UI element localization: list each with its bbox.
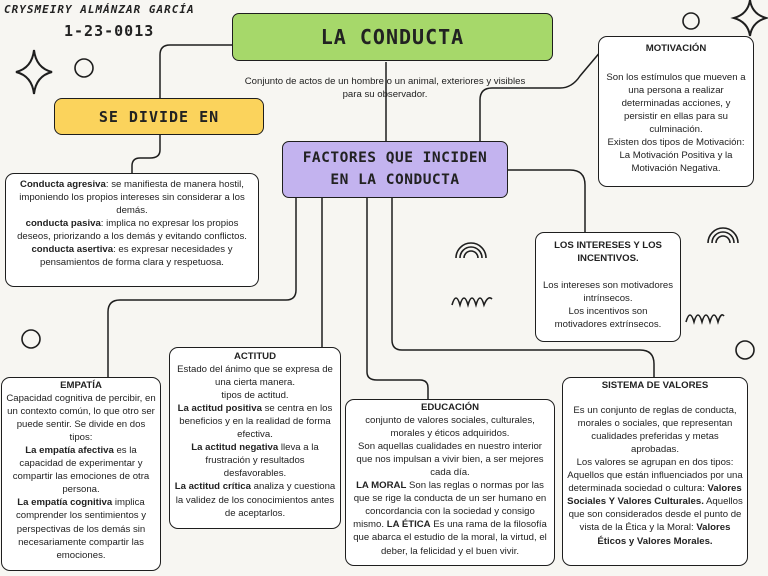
author-id: 1-23-0013 bbox=[64, 22, 155, 40]
intereses-text2: Los incentivos son motivadores extrínsecos. bbox=[554, 306, 662, 331]
circle-doodle bbox=[22, 330, 40, 348]
empatia-cognitiva-desc: implica comprender los sentimientos y perspectivas de los demás sin necesariamente compartir las emociones. bbox=[15, 497, 147, 561]
valores-text1: Es un conjunto de reglas de conducta, morales o sociales, que representan cualidades preferidas y metas aprobadas. bbox=[573, 405, 737, 456]
actitud-text: Estado del ánimo que se expresa de una cierta manera. bbox=[177, 364, 333, 389]
motivacion-title: MOTIVACIÓN bbox=[645, 43, 707, 54]
empatia-afectiva-desc: es la capacidad de experimentar y compartir las emociones de otra persona. bbox=[12, 445, 150, 496]
valores-text3: Aquellos que son considerados desde el punto de vista de la Ética y la Moral: bbox=[568, 496, 743, 534]
asertiva-desc: : es expresar necesidades y pensamientos de forma clara y respetuosa. bbox=[40, 244, 233, 269]
educacion-box bbox=[345, 399, 555, 566]
author-name: CRYSMEIRY ALMÁNZAR GARCÍA bbox=[4, 3, 195, 16]
educacion-title: EDUCACIÓN bbox=[420, 402, 480, 413]
educacion-text2: Son aquellas cualidades en nuestro interior que nos impulsan a vivir bien, a ser mejores cada día. bbox=[356, 441, 544, 479]
pasiva-desc: : implica no expresar los propios deseos, priorizando a los demás y evitando conflictos. bbox=[17, 218, 247, 243]
empatia-title: EMPATÍA bbox=[60, 380, 102, 391]
agresiva-title: Conducta agresiva bbox=[20, 179, 106, 190]
motivacion-text1: Son los estímulos que mueven a una persona a realizar determinadas acciones, y persistir en ellas para su culminación. bbox=[606, 72, 746, 136]
agresiva-desc: : se manifiesta de manera hostil, imponiendo los propios intereses sin considerar a los demás. bbox=[19, 179, 245, 217]
moral-title: LA MORAL bbox=[356, 480, 407, 492]
moral-desc: Son las reglas o normas por las que se rige la conducta de un ser humano en concordancia con la sociedad y consigo mismo. bbox=[353, 480, 547, 531]
actitud-negativa-desc: lleva a la frustración y resultados desfavorables. bbox=[205, 442, 319, 480]
motivacion-box bbox=[598, 36, 754, 187]
center-box bbox=[282, 141, 508, 198]
circle-doodle bbox=[683, 13, 699, 29]
empatia-cognitiva-title: La empatía cognitiva bbox=[17, 497, 113, 509]
actitud-box bbox=[169, 347, 341, 529]
intereses-text1: Los intereses son motivadores intrínsecos. bbox=[542, 280, 674, 305]
title-box bbox=[232, 13, 553, 61]
actitud-positiva-desc: se centra en los beneficios y en la realidad de forma efectiva. bbox=[179, 403, 333, 441]
etica-title: LA ÉTICA bbox=[386, 519, 431, 531]
circle-doodle bbox=[75, 59, 93, 77]
actitud-title: ACTITUD bbox=[233, 351, 277, 362]
squiggle-doodle bbox=[452, 298, 492, 305]
definition-text: Conjunto de actos de un hombre o un animal, exteriores y visibles para su observador. bbox=[244, 76, 526, 101]
actitud-critica-desc: analiza y cuestiona la validez de los conocimientos antes de aceptarlos. bbox=[175, 481, 336, 519]
se-divide-box bbox=[54, 98, 264, 135]
valores-box bbox=[562, 377, 748, 566]
intereses-title: LOS INTERESES Y LOS INCENTIVOS. bbox=[554, 240, 662, 265]
valores-text2: Los valores se agrupan en dos tipos: Aquellos que están influenciados por una determinada sociedad o cultura: bbox=[567, 457, 743, 495]
asertiva-title: conducta asertiva bbox=[31, 244, 114, 256]
center-title-line2: EN LA CONDUCTA bbox=[330, 171, 460, 188]
intereses-box bbox=[535, 232, 681, 342]
conduct-types-box bbox=[5, 173, 259, 287]
valores-bold2: Valores Éticos y Valores Morales. bbox=[597, 522, 731, 547]
pasiva-title: conducta pasiva bbox=[25, 218, 101, 230]
connector-educacion bbox=[367, 198, 428, 399]
educacion-text1: conjunto de valores sociales, culturales, morales y éticos adquiridos. bbox=[365, 415, 535, 440]
motivacion-text2: Existen dos tipos de Motivación: La Motivación Positiva y la Motivación Negativa. bbox=[607, 137, 745, 175]
rainbow-icon bbox=[456, 243, 486, 258]
actitud-text2: tipos de actitud. bbox=[221, 390, 289, 402]
actitud-positiva-title: La actitud positiva bbox=[177, 403, 262, 415]
empatia-afectiva-title: La empatía afectiva bbox=[25, 445, 114, 457]
sparkle-icon bbox=[16, 50, 52, 94]
empatia-box bbox=[1, 377, 161, 571]
etica-desc: Es una rama de la filosofía que abarca el estudio de la moral, la virtud, el deber, la felicidad y el buen vivir. bbox=[353, 519, 547, 557]
valores-bold1: Valores Sociales Y Valores Culturales. bbox=[567, 483, 742, 508]
sparkle-icon bbox=[734, 0, 766, 36]
circle-doodle bbox=[736, 341, 754, 359]
valores-title: SISTEMA DE VALORES bbox=[601, 380, 709, 391]
rainbow-icon bbox=[708, 228, 738, 243]
connector-title-divide bbox=[160, 45, 232, 98]
page-title: LA CONDUCTA bbox=[320, 25, 465, 49]
center-title-line1: FACTORES QUE INCIDEN bbox=[302, 149, 488, 166]
squiggle-doodle bbox=[686, 315, 724, 322]
connector-divide-types bbox=[132, 134, 160, 173]
actitud-negativa-title: La actitud negativa bbox=[191, 442, 279, 454]
se-divide-label: SE DIVIDE EN bbox=[98, 107, 220, 126]
actitud-critica-title: La actitud crítica bbox=[174, 481, 251, 493]
empatia-text: Capacidad cognitiva de percibir, en un contexto común, lo que otro ser puede sentir. Se divide en dos tipos: bbox=[6, 393, 156, 444]
connector-intereses bbox=[508, 170, 585, 232]
